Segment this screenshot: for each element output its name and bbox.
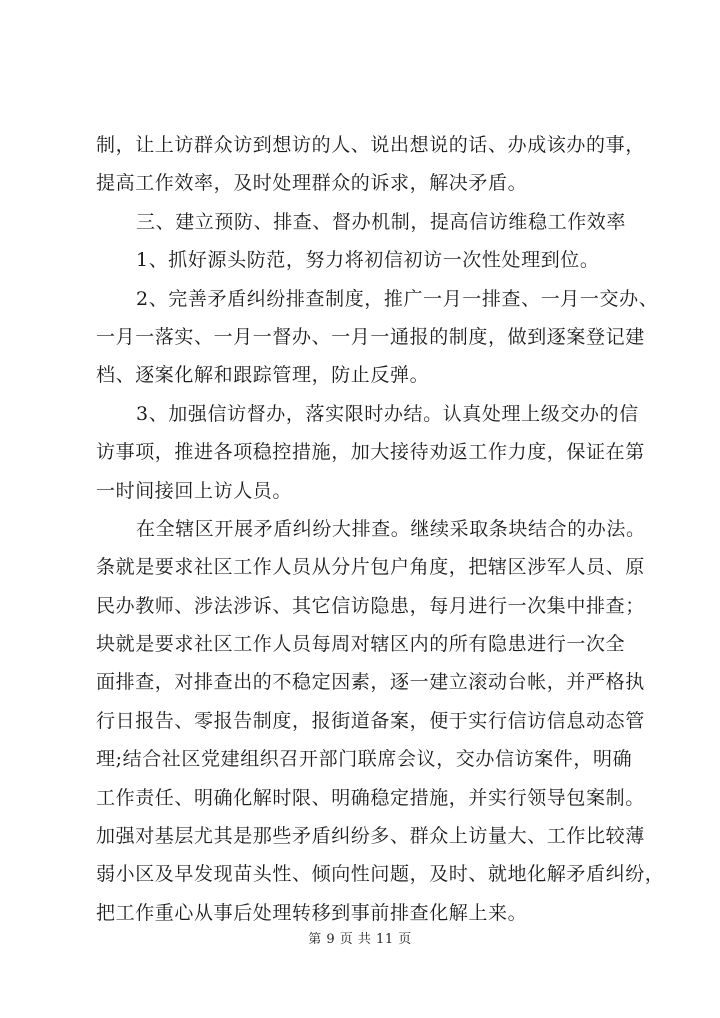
text-line: 档、逐案化解和跟踪管理，防止反弹。 bbox=[96, 364, 430, 387]
section-heading: 三、建立预防、排查、督办机制，提高信访维稳工作效率 bbox=[136, 210, 627, 233]
text-line: 工作责任、明确化解时限、明确稳定措施，并实行领导包案制。 bbox=[96, 786, 645, 809]
text-line: 提高工作效率，及时处理群众的诉求，解决矛盾。 bbox=[96, 172, 528, 195]
text-line: 加强对基层尤其是那些矛盾纠纷多、群众上访量大、工作比较薄 bbox=[96, 825, 645, 848]
text-line: 面排查，对排查出的不稳定因素，逐一建立滚动台帐，并严格执 bbox=[96, 671, 645, 694]
text-line: 民办教师、涉法涉诉、其它信访隐患，每月进行一次集中排查； bbox=[96, 594, 645, 617]
text-line: 制，让上访群众访到想访的人、说出想说的话、办成该办的事， bbox=[96, 134, 645, 156]
text-line: 一月一落实、一月一督办、一月一通报的制度，做到逐案登记建 bbox=[96, 325, 645, 348]
text-line: 行日报告、零报告制度，报街道备案，便于实行信访信息动态管 bbox=[96, 709, 645, 732]
text-line: 理;结合社区党建组织召开部门联席会议，交办信访案件，明确 bbox=[96, 748, 633, 771]
text-line: 块就是要求社区工作人员每周对辖区内的所有隐患进行一次全 bbox=[96, 633, 626, 656]
text-line: 条就是要求社区工作人员从分片包户角度，把辖区涉军人员、原 bbox=[96, 556, 645, 579]
text-line: 把工作重心从事后处理转移到事前排查化解上来。 bbox=[96, 901, 528, 924]
text-line: 1、抓好源头防范，努力将初信初访一次性处理到位。 bbox=[136, 249, 600, 272]
text-line: 2、完善矛盾纠纷排查制度，推广一月一排查、一月一交办、 bbox=[136, 287, 659, 310]
body-text bbox=[96, 126, 665, 932]
text-line: 3、加强信访督办，落实限时办结。认真处理上级交办的信 bbox=[136, 402, 639, 425]
text-line: 在全辖区开展矛盾纠纷大排查。继续采取条块结合的办法。 bbox=[136, 517, 646, 540]
text-line: 一时间接回上访人员。 bbox=[96, 479, 293, 502]
text-line: 弱小区及早发现苗头性、倾向性问题，及时、就地化解矛盾纠纷， bbox=[96, 863, 665, 886]
page-footer: 第 9 页 共 11 页 bbox=[308, 932, 412, 947]
text-line: 访事项，推进各项稳控措施，加大接待劝返工作力度，保证在第 bbox=[96, 441, 645, 464]
